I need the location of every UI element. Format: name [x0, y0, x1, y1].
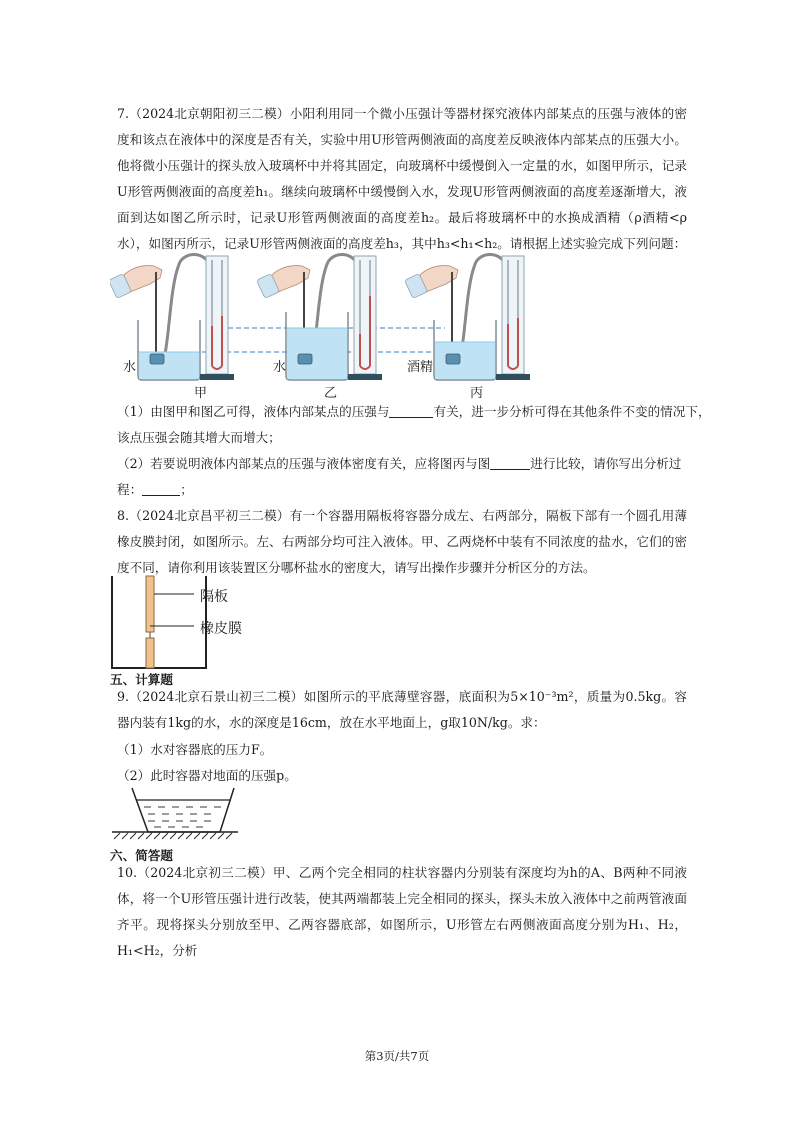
question-7-sub2: （2）若要说明液体内部某点的压强与液体密度有关，应将图丙与图 进行比较，请你写出分析过 — [117, 456, 682, 471]
question-7-sub1: （1）由图甲和图乙可得，液体内部某点的压强与 有关，进一步分析可得在其他条件不变的情况下， — [117, 404, 711, 419]
section-5-heading: 五、计算题 — [110, 672, 173, 687]
answer-blank-3[interactable] — [142, 481, 180, 496]
question-7-text: 7.（2024北京朝阳初三二模）小阳利用同一个微小压强计等器材探究液体内部某点的压强与液体的密度和该点在液体中的深度是否有关，实验中用U形管两侧液面的高度差反映液体内部某点的压强大小。他将微小压强计的探头放入玻璃杯中并将其固定，向玻璃杯中缓慢倒入一定量的水，如图甲所示，记录U形管两侧液面的高度差h₁。继续向玻璃杯中缓慢倒入水，发现U形管两侧液面的高度差逐渐增大，液面到达如图乙所示时，记录U形管两侧液面的高度差h₂。最后将玻璃杯中的水换成酒精（ρ酒精<ρ水），如图丙所示，记录U形管两侧液面的高度差h₃，其中h₃<h₁<h₂。请根据上述实验完成下列问题： — [117, 106, 687, 251]
question-9-sub2: （2）此时容器对地面的压强p。 — [117, 768, 297, 783]
answer-blank-2[interactable] — [490, 455, 530, 470]
label-alcohol: 酒精 — [407, 360, 434, 375]
figure-q8-partition-container — [110, 574, 270, 670]
question-10-text: 10.（2024北京初三二模）甲、乙两个完全相同的柱状容器内分别装有深度均为h的A、B两种不同液体，将一个U形管压强计进行改装，使其两端都装上完全相同的探头，探头未放入液体中之前两管液面齐平。现将探头分别放至甲、乙两容器底部，如图所示，U形管左右两侧液面高度分别为H₁、H₂，H₁<H₂，分析 — [117, 865, 687, 958]
label-membrane: 橡皮膜 — [200, 621, 242, 637]
page-footer: 第3页/共7页 — [364, 1049, 430, 1063]
question-8-text: 8.（2024北京昌平初三二模）有一个容器用隔板将容器分成左、右两部分，隔板下部有一个圆孔用薄橡皮膜封闭，如图所示。左、右两部分均可注入液体。甲、乙两烧杯中装有不同浓度的盐水，它们的密度不同，请你利用该装置区分哪杯盐水的密度大，请写出操作步骤并分析区分的方法。 — [117, 508, 687, 575]
question-9-text: 9.（2024北京石景山初三二模）如图所示的平底薄壁容器，底面积为5×10⁻³m²，质量为0.5kg。容器内装有1kg的水，水的深度是16cm，放在水平地面上，g取10N/kg。求： — [117, 689, 687, 730]
question-7-sub1-cont: 该点压强会随其增大而增大； — [117, 430, 281, 445]
label-partition: 隔板 — [200, 589, 228, 605]
question-9-sub1: （1）水对容器底的压力F。 — [117, 742, 273, 757]
label-water-jia: 水 — [123, 360, 137, 375]
figure-q7-pressure-gauge — [110, 248, 560, 398]
label-yi: 乙 — [324, 386, 338, 401]
figure-q9-container — [110, 786, 240, 846]
label-bing: 丙 — [470, 386, 484, 401]
section-6-heading: 六、简答题 — [110, 848, 173, 863]
answer-blank-1[interactable] — [389, 403, 433, 418]
question-7-sub2-cont: 程： ； — [117, 482, 193, 497]
label-jia: 甲 — [194, 386, 208, 401]
label-water-yi: 水 — [273, 360, 287, 375]
